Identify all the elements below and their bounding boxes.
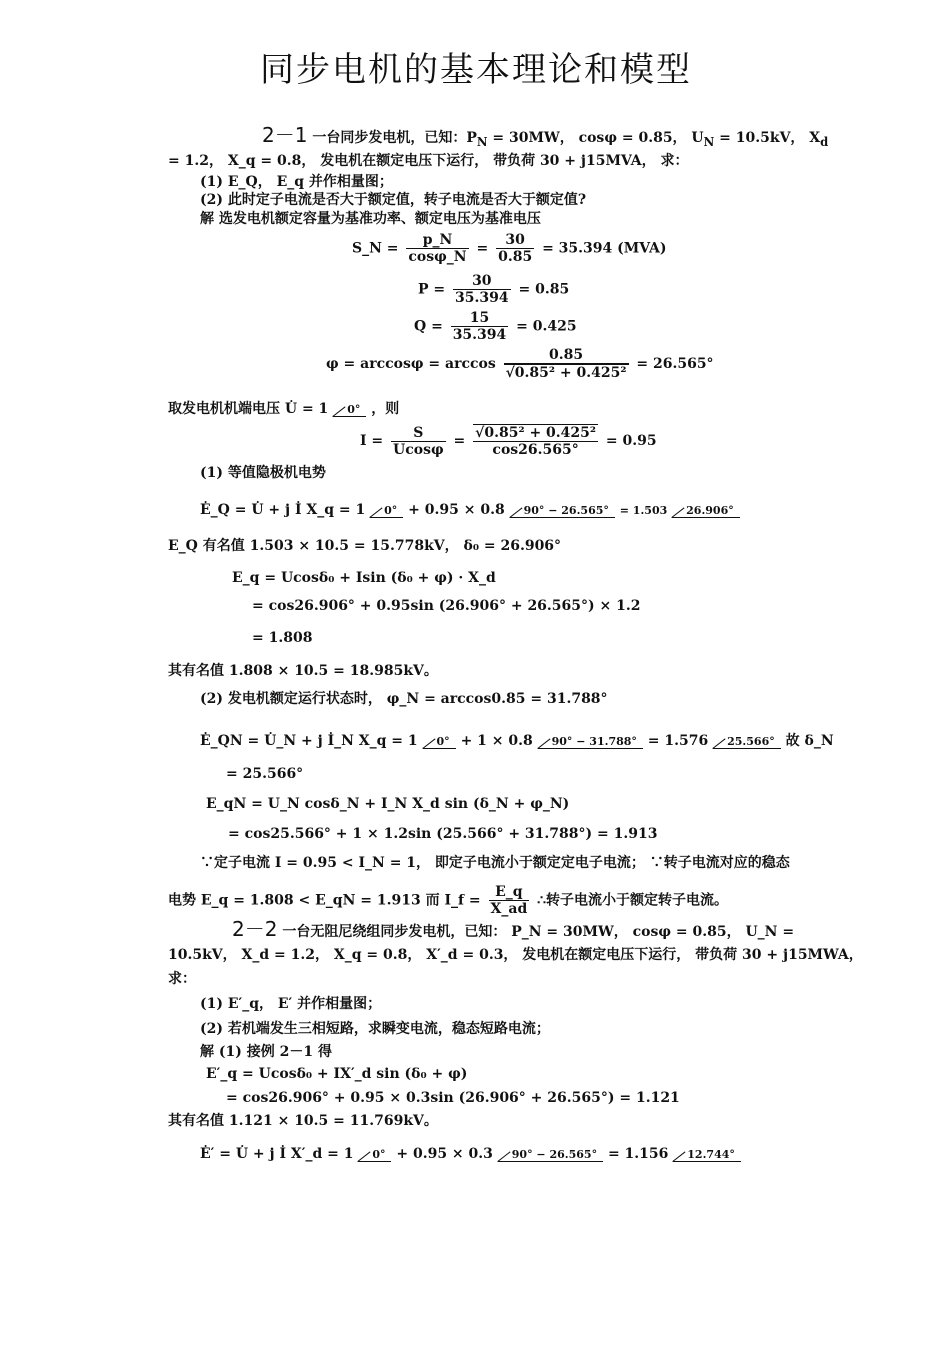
conclusion-line-1: ∵定子电流 I = 0.95 < I_N = 1， 即定子电流小于额定定电子电流； ∵转子电流对应的稳态 <box>200 855 790 871</box>
angle-symbol: 26.906° <box>672 504 740 518</box>
eq-part: = 1.503 <box>619 504 668 517</box>
eq-rhs: = 35.394 (MVA) <box>542 240 667 257</box>
eq-part: + 1 × 0.8 <box>460 733 533 749</box>
eq-mid: = <box>476 240 489 257</box>
sub: N <box>703 134 715 149</box>
eq-rhs: = 0.85 <box>518 281 570 298</box>
question-2-2-1: (1) E′_q， E′ 并作相量图； <box>200 996 382 1012</box>
numerator: p_N <box>406 232 468 249</box>
problem-2-1-line-2: = 1.2， X_q = 0.8， 发电机在额定电压下运行， 带负荷 30 + j15MVA， 求： <box>168 153 689 169</box>
eq-prime-named-value: 其有名值 1.121 × 10.5 = 11.769kV。 <box>168 1113 438 1129</box>
numerator: 15 <box>451 310 509 327</box>
denominator: cos26.565° <box>492 442 579 458</box>
fraction <box>391 425 446 458</box>
text: = 30MW， cosφ = 0.85， U <box>487 130 704 146</box>
problem-2-1-line-1 <box>262 123 829 151</box>
text: ∴转子电流小于额定转子电流。 <box>537 892 729 909</box>
problem-2-2-line-2: 10.5kV， X_d = 1.2， X_q = 0.8， X′_d = 0.3， 发电机在额定电压下运行， 带负荷 30 + j15MWA， <box>168 947 863 963</box>
section-2-heading: (2) 发电机额定运行状态时， φ_N = arccos0.85 = 31.788° <box>200 691 608 707</box>
question-1: (1) E_Q， E_q 并作相量图； <box>200 174 393 190</box>
section-1-heading: (1) 等值隐极机电势 <box>200 465 326 481</box>
eq-part: + 0.95 × 0.3 <box>396 1146 493 1162</box>
denominator: 35.394 <box>452 327 507 343</box>
angle-symbol: 0° <box>370 504 403 518</box>
conclusion-line-2 <box>168 884 728 917</box>
eq-part: + 0.95 × 0.8 <box>408 502 505 518</box>
angle-symbol: 90° − 31.788° <box>538 735 643 749</box>
eq-part: Ė′ = U̇ + j İ X′_d = 1 <box>200 1146 354 1162</box>
fraction <box>453 273 511 306</box>
equation-eqn-phasor <box>200 730 834 750</box>
equation-eq-prime-result: = cos26.906° + 0.95 × 0.3sin (26.906° + 26.565°) = 1.121 <box>226 1090 680 1106</box>
angle-symbol: 12.744° <box>673 1148 741 1162</box>
angle-symbol: 25.566° <box>713 735 781 749</box>
eq-part: = 1.576 <box>647 733 709 749</box>
terminal-voltage-line <box>168 400 399 418</box>
eq-rhs: = 26.565° <box>636 356 714 372</box>
eq-part: 故 δ_N <box>785 733 834 749</box>
eq-lhs: I = <box>360 433 384 449</box>
sub: N <box>476 134 488 149</box>
fraction <box>504 347 629 381</box>
equation-eqn-formula: E_qN = U_N cosδ_N + I_N X_d sin (δ_N + φ_N) <box>206 796 570 812</box>
equation-phi <box>326 347 714 381</box>
fraction <box>406 232 468 265</box>
eq-lhs: S_N = <box>352 240 399 257</box>
fraction <box>489 884 530 917</box>
denominator: 35.394 <box>455 290 509 306</box>
text: 一台同步发电机，已知：P <box>307 130 477 146</box>
numerator: S <box>391 425 446 442</box>
text: 电势 E_q = 1.808 < E_qN = 1.913 而 I_f = <box>168 892 481 909</box>
text: 取发电机机端电压 U̇ = 1 <box>168 401 329 417</box>
eq-rhs: = 0.95 <box>605 433 657 449</box>
numerator: √0.85² + 0.425² <box>475 425 597 441</box>
denominator: X_ad <box>490 901 528 917</box>
text: = 10.5kV， X <box>714 130 821 146</box>
problem-2-2-line-1 <box>232 917 795 941</box>
eq-part: Ė_Q = U̇ + j İ X_q = 1 <box>200 502 366 518</box>
equation-eq-prime-formula: E′_q = Ucosδ₀ + IX′_d sin (δ₀ + φ) <box>206 1066 468 1082</box>
equation-current <box>360 424 657 458</box>
eq-named-value-2: 其有名值 1.808 × 10.5 = 18.985kV。 <box>168 663 438 679</box>
eq-rhs: = 0.425 <box>516 318 577 335</box>
numerator: E_q <box>489 884 530 901</box>
equation-eqn-result: = cos25.566° + 1 × 1.2sin (25.566° + 31.788°) = 1.913 <box>228 826 658 842</box>
denominator: √0.85² + 0.425² <box>505 365 627 381</box>
equation-q <box>414 310 577 343</box>
equation-p <box>418 273 569 306</box>
equation-eq-result: = 1.808 <box>252 630 313 646</box>
equation-e-prime-phasor <box>200 1146 741 1162</box>
fraction <box>496 232 534 265</box>
equation-sn <box>352 232 667 265</box>
numerator: 30 <box>496 232 534 249</box>
solution-2-2-intro: 解 (1) 接例 2－1 得 <box>200 1044 332 1060</box>
eq-part: = 1.156 <box>607 1146 669 1162</box>
question-2: (2) 此时定子电流是否大于额定值，转子电流是否大于额定值? <box>200 192 587 208</box>
angle-symbol: 90° − 26.565° <box>510 504 615 518</box>
numerator: 30 <box>453 273 511 290</box>
equation-eq-formula: E_q = Ucosδ₀ + Isin (δ₀ + φ) · X_d <box>232 570 496 586</box>
equation-eq-sub: = cos26.906° + 0.95sin (26.906° + 26.565°) × 1.2 <box>252 598 641 614</box>
page-title: 同步电机的基本理论和模型 <box>260 50 692 90</box>
equation-delta-n: = 25.566° <box>226 766 304 782</box>
eq-part: Ė_QN = U̇_N + j İ_N X_q = 1 <box>200 733 418 749</box>
denominator: 0.85 <box>498 249 533 265</box>
denominator: Ucosφ <box>393 441 444 458</box>
problem-number: 2－2 <box>232 917 278 941</box>
solution-intro: 解 选发电机额定容量为基准功率、额定电压为基准电压 <box>200 211 541 227</box>
problem-2-2-line-3: 求： <box>168 971 196 987</box>
eq-named-value: E_Q 有名值 1.503 × 10.5 = 15.778kV， δ₀ = 26.906° <box>168 538 562 554</box>
numerator: 0.85 <box>504 347 629 364</box>
sub: d <box>820 134 829 149</box>
equation-eq-phasor <box>200 502 740 518</box>
eq-lhs: Q = <box>414 318 443 335</box>
angle-symbol: 0° <box>358 1148 391 1162</box>
question-2-2-2: (2) 若机端发生三相短路，求瞬变电流，稳态短路电流； <box>200 1021 550 1037</box>
angle-symbol: 0° <box>423 735 456 749</box>
eq-lhs: φ = arccosφ = arccos <box>326 356 496 372</box>
denominator: cosφ_N <box>408 249 467 265</box>
problem-number: 2－1 <box>262 123 308 147</box>
eq-mid: = <box>453 433 466 449</box>
fraction <box>473 424 598 458</box>
text: 一台无阻尼绕组同步发电机，已知： P_N = 30MW， cosφ = 0.85， U_N = <box>277 924 795 940</box>
eq-lhs: P = <box>418 281 446 298</box>
fraction <box>451 310 509 343</box>
angle-symbol: 90° − 26.565° <box>498 1148 603 1162</box>
angle-symbol: 0° <box>333 403 366 417</box>
text: ，则 <box>371 401 400 417</box>
